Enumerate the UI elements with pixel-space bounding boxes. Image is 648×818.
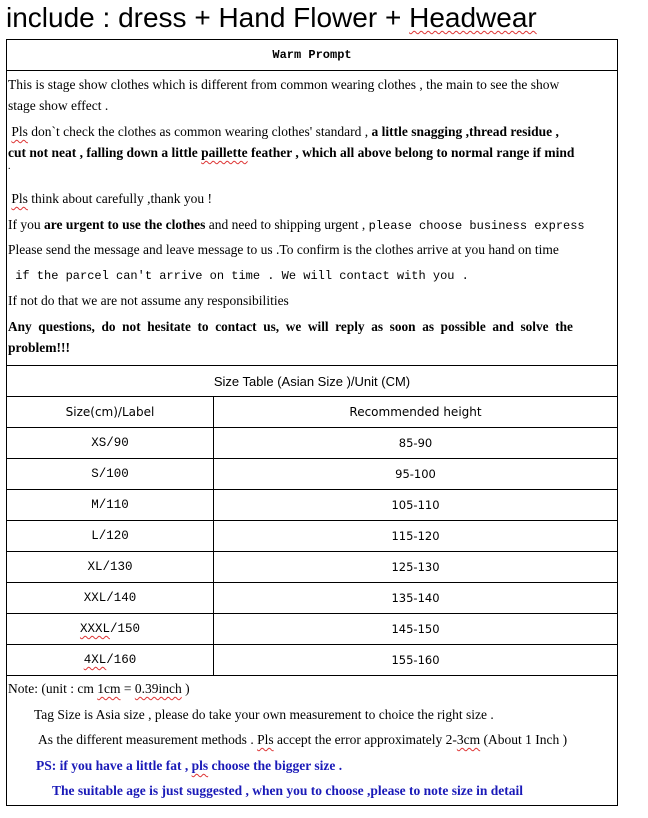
prompt-line-4-rest: feather , which all above belong to normal range if mind (247, 145, 575, 160)
prompt-line-11: Any questions, do not hesitate to contact us, we will reply as soon as possible and solve the (8, 319, 573, 334)
note-unit (8, 681, 190, 697)
size-table-title: Size Table (Asian Size )/Unit (CM) (7, 365, 617, 397)
table-row (7, 552, 617, 583)
note-ps-a: PS: if you have a little fat , (36, 758, 192, 773)
size-cell: XL/130 (7, 552, 214, 583)
note-measure-c: (About 1 Inch ) (480, 732, 568, 747)
note-unit-cm: 1cm (97, 681, 121, 696)
table-row (7, 490, 617, 521)
prompt-line-2: stage show effect . (8, 98, 109, 113)
note-unit-inch: 0.39inch (134, 681, 182, 696)
size-suffix: /160 (106, 653, 137, 667)
paillette-word: paillette (201, 145, 248, 160)
product-headline (6, 0, 537, 36)
height-cell: 155-160 (214, 645, 618, 676)
table-row (7, 459, 617, 490)
size-cell: L/120 (7, 521, 214, 552)
prompt-line-8: Please send the message and leave message to us .To confirm is the clothes arrive at you hand on time (8, 242, 559, 257)
note-unit-c: ) (181, 681, 190, 696)
height-cell: 145-150 (214, 614, 618, 645)
table-row (7, 521, 617, 552)
height-cell: 85-90 (214, 428, 618, 459)
size-suffix: /150 (110, 622, 141, 636)
prompt-line-3 (8, 124, 559, 140)
prompt-line-4 (8, 145, 574, 161)
size-prefix: 4XL (83, 653, 107, 667)
note-measure-cm: 3cm (456, 732, 481, 747)
height-cell: 105-110 (214, 490, 618, 521)
height-cell: 115-120 (214, 521, 618, 552)
size-cell (7, 614, 214, 645)
table-row (7, 614, 617, 645)
note-ps-b: choose the bigger size . (208, 758, 343, 773)
prompt-line-7-c: and need to shipping urgent , (205, 217, 369, 232)
prompt-line-7-bold: are urgent to use the clothes (44, 217, 206, 232)
prompt-line-6-text: think about carefully ,thank you ! (27, 191, 212, 206)
prompt-line-6 (8, 191, 212, 207)
headline-main: include : dress + Hand Flower + (6, 2, 410, 33)
size-cell: XXL/140 (7, 583, 214, 614)
prompt-line-3-bold: a little snagging ,thread residue , (371, 124, 559, 139)
height-cell: 95-100 (214, 459, 618, 490)
warm-prompt-title: Warm Prompt (7, 40, 617, 71)
pls-word: Pls (11, 191, 28, 206)
header-height: Recommended height (214, 397, 618, 428)
note-tag-size: Tag Size is Asia size , please do take your own measurement to choice the right size . (34, 707, 494, 722)
size-cell (7, 645, 214, 676)
pls-word: Pls (11, 124, 28, 139)
note-measure-a: As the different measurement methods . (38, 732, 258, 747)
prompt-line-4-text: cut not neat , falling down a little (8, 145, 202, 160)
prompt-line-12: problem!!! (8, 340, 70, 355)
prompt-line-5: . (8, 161, 11, 172)
note-ps (36, 758, 342, 774)
pls-word: pls (191, 758, 209, 773)
headline-headwear: Headwear (409, 2, 537, 33)
note-measurement (38, 732, 567, 748)
pls-word: Pls (257, 732, 274, 747)
table-row (7, 428, 617, 459)
table-row (7, 583, 617, 614)
info-frame (6, 39, 618, 806)
size-cell: M/110 (7, 490, 214, 521)
size-cell: XS/90 (7, 428, 214, 459)
note-measure-b: accept the error approximately 2- (273, 732, 457, 747)
size-cell: S/100 (7, 459, 214, 490)
prompt-line-7-a: If you (8, 217, 44, 232)
prompt-line-1: This is stage show clothes which is different from common wearing clothes , the main to see the show (8, 77, 560, 92)
prompt-line-7-mono: please choose business express (368, 219, 585, 233)
size-table-header (7, 397, 617, 428)
height-cell: 135-140 (214, 583, 618, 614)
prompt-line-10: If not do that we are not assume any responsibilities (8, 293, 289, 308)
note-unit-a: Note: (unit : cm (8, 681, 98, 696)
prompt-line-3-text: don`t check the clothes as common wearing clothes' standard , (27, 124, 372, 139)
prompt-line-9: if the parcel can't arrive on time . We will contact with you . (8, 269, 469, 283)
size-prefix: XXXL (79, 622, 110, 636)
note-age: The suitable age is just suggested , when you to choose ,please to note size in detail (52, 783, 524, 798)
prompt-line-7 (8, 217, 585, 233)
table-row (7, 645, 617, 676)
size-table (7, 396, 617, 676)
height-cell: 125-130 (214, 552, 618, 583)
note-unit-b: = (120, 681, 135, 696)
header-size: Size(cm)/Label (7, 397, 214, 428)
